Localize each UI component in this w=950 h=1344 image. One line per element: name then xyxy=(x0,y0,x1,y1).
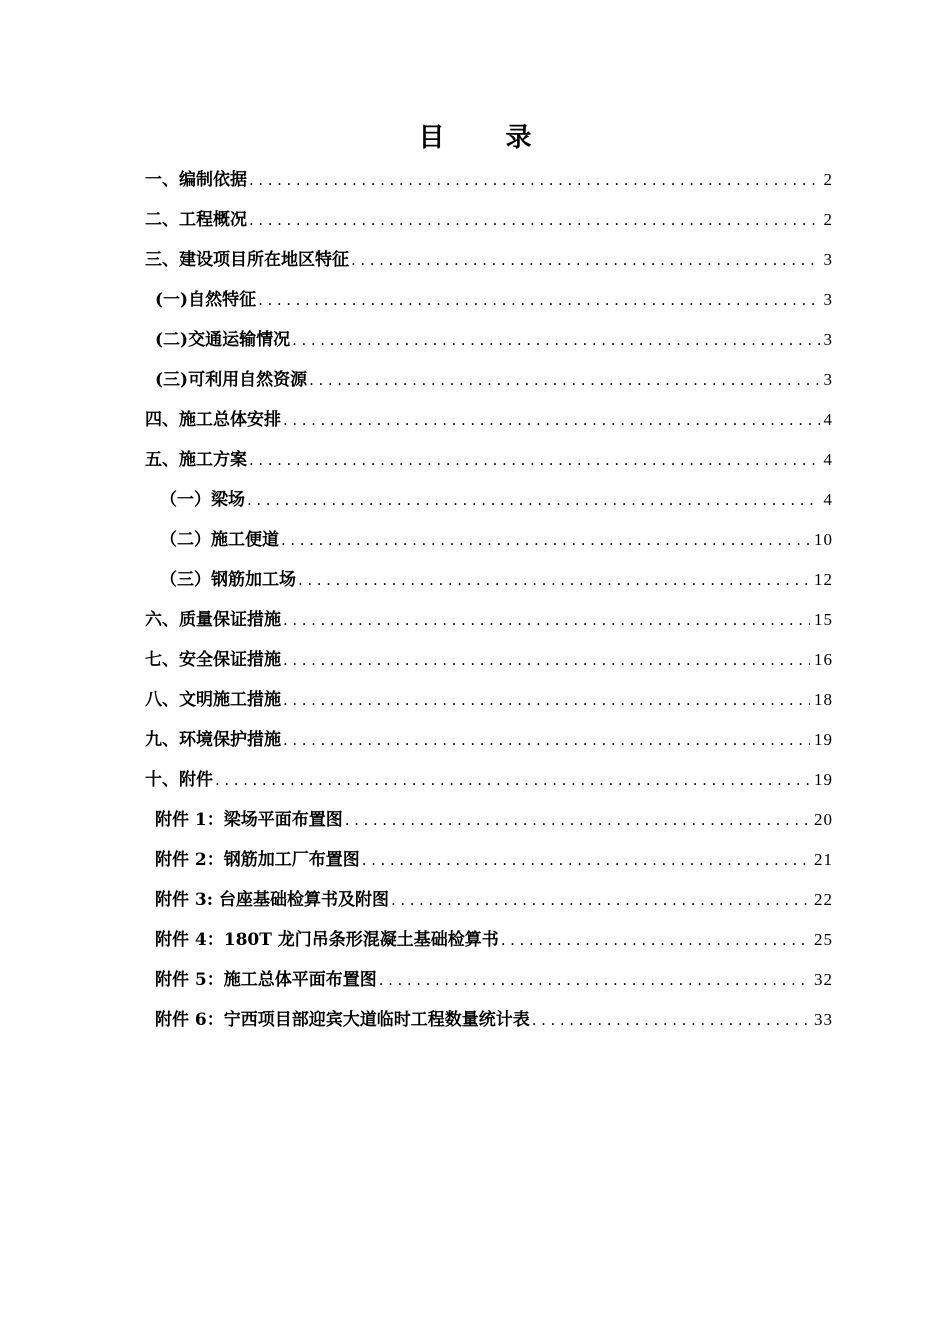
toc-leader-dots xyxy=(379,966,810,994)
toc-entry-1[interactable] xyxy=(145,166,833,194)
toc-entry-label: 附件 1：梁场平面布置图 xyxy=(155,810,343,830)
toc-entry-label: 十、附件 xyxy=(145,770,213,790)
toc-leader-dots xyxy=(283,646,810,674)
toc-leader-dots xyxy=(283,726,810,754)
toc-entry-12[interactable] xyxy=(145,606,833,634)
toc-entry-page: 25 xyxy=(814,930,833,949)
toc-entry-label: 三、建设项目所在地区特征 xyxy=(145,250,349,270)
toc-entry-13[interactable] xyxy=(145,646,833,674)
toc-entry-page: 4 xyxy=(823,450,833,469)
toc-leader-dots xyxy=(298,566,810,594)
toc-entry-page: 21 xyxy=(814,850,833,869)
toc-entry-page: 18 xyxy=(814,690,833,709)
toc-entry-5[interactable] xyxy=(155,326,833,354)
toc-leader-dots xyxy=(258,286,819,314)
toc-title: 目 录 xyxy=(418,123,558,153)
toc-entry-page: 22 xyxy=(814,890,833,909)
toc-entry-page: 2 xyxy=(823,170,833,189)
toc-entry-label: 附件 3: 台座基础检算书及附图 xyxy=(155,890,389,910)
toc-leader-dots xyxy=(283,686,810,714)
toc-entry-15[interactable] xyxy=(145,726,833,754)
toc-entry-label: 四、施工总体安排 xyxy=(145,410,281,430)
toc-entry-19[interactable] xyxy=(155,886,833,914)
toc-entry-page: 3 xyxy=(823,250,833,269)
toc-entry-9[interactable] xyxy=(160,486,833,514)
toc-entry-16[interactable] xyxy=(145,766,833,794)
toc-entry-page: 10 xyxy=(814,530,833,549)
toc-entry-label: 附件 4：180T 龙门吊条形混凝土基础检算书 xyxy=(155,930,499,950)
toc-entry-10[interactable] xyxy=(160,526,833,554)
toc-entry-page: 2 xyxy=(823,210,833,229)
toc-entry-21[interactable] xyxy=(155,966,833,994)
toc-leader-dots xyxy=(362,846,810,874)
toc-entry-page: 3 xyxy=(823,330,833,349)
toc-entry-page: 20 xyxy=(814,810,833,829)
toc-entry-page: 4 xyxy=(823,490,833,509)
toc-leader-dots xyxy=(249,206,820,234)
toc-entry-7[interactable] xyxy=(145,406,833,434)
toc-entry-label: (三)可利用自然资源 xyxy=(155,370,308,390)
toc-leader-dots xyxy=(345,806,810,834)
toc-entry-label: 七、安全保证措施 xyxy=(145,650,281,670)
toc-entry-page: 3 xyxy=(823,370,833,389)
toc-entry-4[interactable] xyxy=(155,286,833,314)
toc-entry-page: 32 xyxy=(814,970,833,989)
toc-entry-17[interactable] xyxy=(155,806,833,834)
toc-entry-label: 五、施工方案 xyxy=(145,450,247,470)
toc-leader-dots xyxy=(532,1006,810,1034)
toc-leader-dots xyxy=(215,766,810,794)
toc-entry-page: 33 xyxy=(814,1010,833,1029)
toc-leader-dots xyxy=(501,926,810,954)
toc-entry-label: （三）钢筋加工场 xyxy=(160,570,296,590)
toc-entry-label: 二、工程概况 xyxy=(145,210,247,230)
toc-entry-page: 4 xyxy=(823,410,833,429)
toc-entry-label: 九、环境保护措施 xyxy=(145,730,281,750)
toc-entry-22[interactable] xyxy=(155,1006,833,1034)
toc-entry-14[interactable] xyxy=(145,686,833,714)
toc-entry-page: 15 xyxy=(814,610,833,629)
toc-leader-dots xyxy=(281,526,810,554)
toc-leader-dots xyxy=(391,886,810,914)
toc-entry-3[interactable] xyxy=(145,246,833,274)
toc-leader-dots xyxy=(309,366,819,394)
toc-entry-label: 六、质量保证措施 xyxy=(145,610,281,630)
toc-leader-dots xyxy=(249,166,820,194)
toc-entry-label: 附件 6：宁西项目部迎宾大道临时工程数量统计表 xyxy=(155,1010,530,1030)
toc-entry-page: 16 xyxy=(814,650,833,669)
toc-entry-6[interactable] xyxy=(155,366,833,394)
toc-leader-dots xyxy=(283,606,810,634)
toc-entry-11[interactable] xyxy=(160,566,833,594)
toc-entry-label: 附件 5：施工总体平面布置图 xyxy=(155,970,377,990)
toc-leader-dots xyxy=(247,486,820,514)
toc-entry-18[interactable] xyxy=(155,846,833,874)
toc-entry-page: 3 xyxy=(823,290,833,309)
toc-entry-page: 19 xyxy=(814,770,833,789)
toc-entry-label: （二）施工便道 xyxy=(160,530,279,550)
toc-entry-2[interactable] xyxy=(145,206,833,234)
toc-entry-page: 19 xyxy=(814,730,833,749)
toc-entry-label: (二)交通运输情况 xyxy=(155,330,291,350)
toc-entry-page: 12 xyxy=(814,570,833,589)
toc-leader-dots xyxy=(292,326,819,354)
toc-leader-dots xyxy=(249,446,820,474)
toc-entry-20[interactable] xyxy=(155,926,833,954)
toc-entry-label: 附件 2：钢筋加工厂布置图 xyxy=(155,850,360,870)
toc-entry-label: 一、编制依据 xyxy=(145,170,247,190)
toc-leader-dots xyxy=(351,246,820,274)
toc-entry-label: (一)自然特征 xyxy=(155,290,257,310)
toc-entry-label: （一）梁场 xyxy=(160,490,245,510)
toc-entry-8[interactable] xyxy=(145,446,833,474)
toc-leader-dots xyxy=(283,406,820,434)
toc-entry-label: 八、文明施工措施 xyxy=(145,690,281,710)
